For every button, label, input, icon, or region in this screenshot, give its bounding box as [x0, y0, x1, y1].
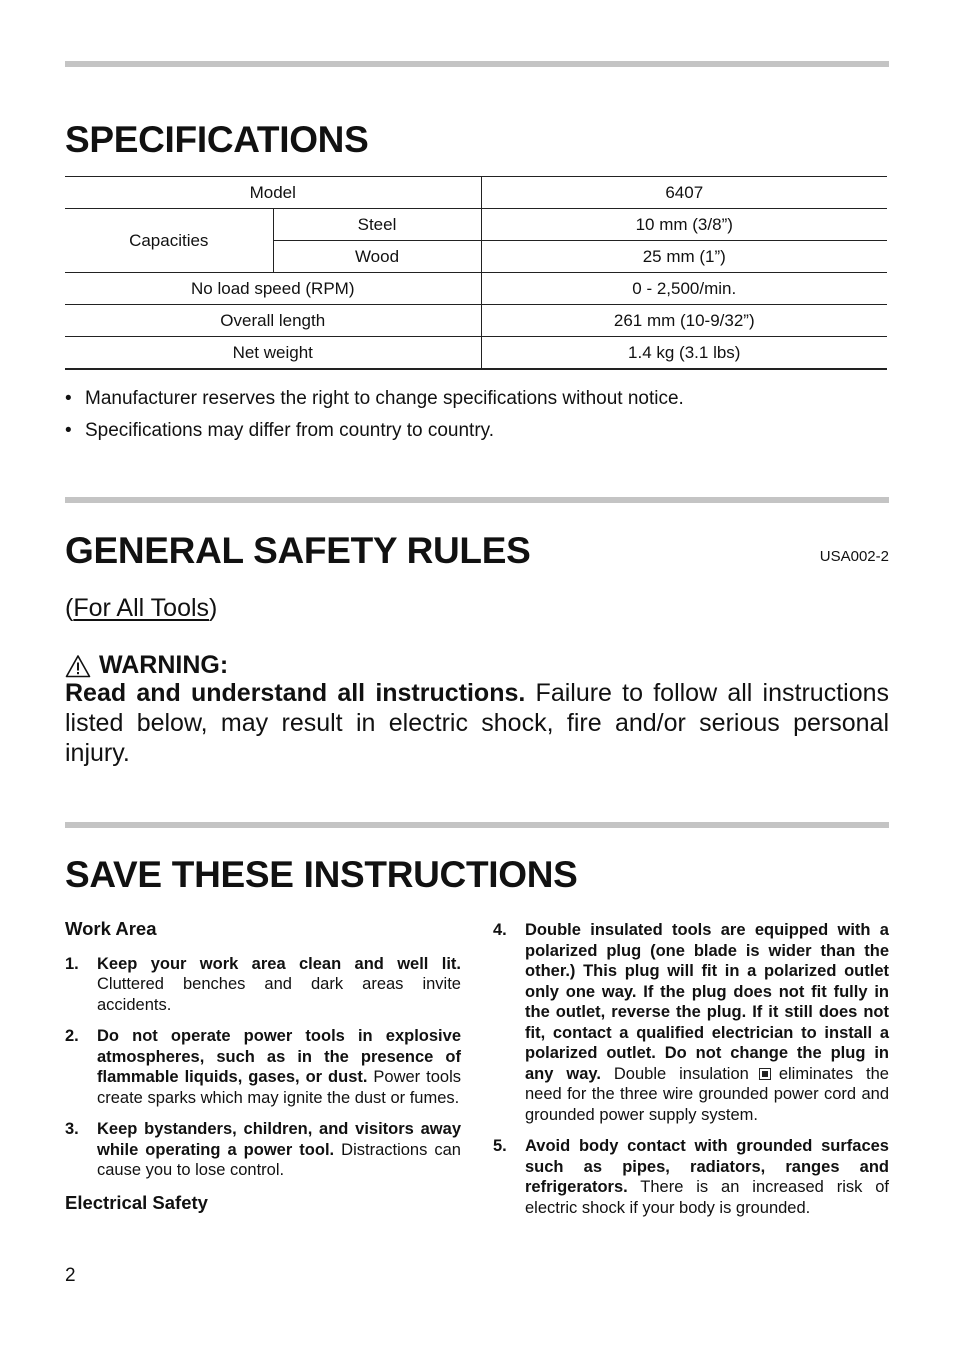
section-divider — [65, 822, 889, 828]
table-cell-label: Net weight — [65, 337, 481, 370]
table-cell-label: No load speed (RPM) — [65, 273, 481, 305]
item-bold-text: Keep your work area clean and well lit. — [97, 954, 461, 973]
work-area-heading: Work Area — [65, 918, 157, 939]
table-cell-value: 6407 — [481, 177, 887, 209]
note-text: Manufacturer reserves the right to change specifications without notice. — [85, 388, 684, 409]
table-cell-label: Steel — [273, 209, 481, 241]
table-cell-label: Capacities — [65, 209, 273, 273]
table-cell-label: Wood — [273, 241, 481, 273]
section-divider — [65, 61, 889, 67]
list-item — [65, 954, 461, 1016]
item-number: 2. — [65, 1027, 79, 1045]
spec-note — [65, 389, 684, 408]
table-row — [65, 337, 887, 370]
table-row — [65, 177, 887, 209]
item-text: Power tools create sparks which may ignite the dust or fumes. — [97, 1068, 461, 1107]
table-cell-value: 1.4 kg (3.1 lbs) — [481, 337, 887, 370]
item-number: 1. — [65, 954, 79, 973]
list-item — [493, 920, 889, 1125]
paren-open: ( — [65, 594, 74, 622]
table-cell-label: Overall length — [65, 305, 481, 337]
item-bold-text: Keep bystanders, children, and visitors away while operating a power tool. — [97, 1120, 461, 1159]
table-row — [65, 305, 887, 337]
double-insulation-icon — [759, 1068, 771, 1080]
table-cell-label: Model — [65, 177, 481, 209]
item-number: 4. — [493, 921, 507, 939]
left-column — [65, 919, 461, 1213]
warning-bold-text: Read and understand all instructions. — [65, 679, 526, 707]
item-bold-text: Do not operate power tools in explosive atmospheres, such as in the presence of flammable liquids, gases, or dust. — [97, 1027, 461, 1086]
table-cell-value: 0 - 2,500/min. — [481, 273, 887, 305]
item-bold-text: Avoid body contact with grounded surfaces such as pipes, radiators, ranges and refrigerators. — [525, 1137, 889, 1196]
item-bold-text: Double insulated tools are equipped with a polarized plug (one blade is wider than the other.) This plug will fit in a polarized outlet only one way. If the plug does not fit fully in the outlet, reverse the plug. If it still does not fit, contact a qualified electrician to install a polarized outlet. Do not change the plug in any way. — [525, 921, 889, 1083]
warning-heading — [65, 651, 228, 680]
bullet-icon: • — [65, 388, 72, 409]
item-text: eliminates the need for the three wire grounded power cord and grounded power supply system. — [525, 1064, 889, 1124]
paren-close: ) — [209, 594, 218, 622]
bullet-icon: • — [65, 420, 72, 441]
list-item — [65, 1119, 461, 1181]
electrical-safety-heading: Electrical Safety — [65, 1191, 208, 1213]
warning-body — [65, 678, 889, 768]
section-divider — [65, 497, 889, 503]
item-number: 5. — [493, 1137, 507, 1155]
document-code: USA002-2 — [819, 548, 889, 565]
list-item — [493, 1136, 889, 1218]
specifications-title: SPECIFICATIONS — [65, 119, 369, 160]
item-text: Cluttered benches and dark areas invite accidents. — [97, 975, 461, 1014]
warning-text: Failure to follow all instructions listed below, may result in electric shock, fire and/or serious personal injury. — [65, 679, 889, 767]
item-text: Double insulation — [613, 1064, 749, 1083]
item-text: Distractions can cause you to lose control. — [97, 1140, 461, 1179]
warning-label: WARNING: — [99, 651, 229, 679]
save-instructions-title: SAVE THESE INSTRUCTIONS — [65, 854, 578, 895]
table-cell-value: 25 mm (1”) — [481, 241, 887, 273]
table-cell-value: 261 mm (10-9/32”) — [481, 305, 887, 337]
item-number: 3. — [65, 1120, 79, 1138]
for-all-tools-text: For All Tools — [73, 594, 210, 622]
table-row — [65, 273, 887, 305]
for-all-tools-heading — [65, 594, 217, 623]
warning-triangle-icon — [65, 654, 91, 678]
spec-note — [65, 421, 494, 440]
table-cell-value: 10 mm (3/8”) — [481, 209, 887, 241]
general-safety-title: GENERAL SAFETY RULES — [65, 530, 531, 571]
page-number: 2 — [65, 1265, 76, 1286]
specifications-table — [65, 176, 887, 370]
right-column — [493, 920, 889, 1218]
list-item — [65, 1026, 461, 1108]
item-text: There is an increased risk of electric shock if your body is grounded. — [525, 1178, 889, 1217]
note-text: Specifications may differ from country to country. — [85, 420, 495, 441]
table-row — [65, 209, 887, 241]
